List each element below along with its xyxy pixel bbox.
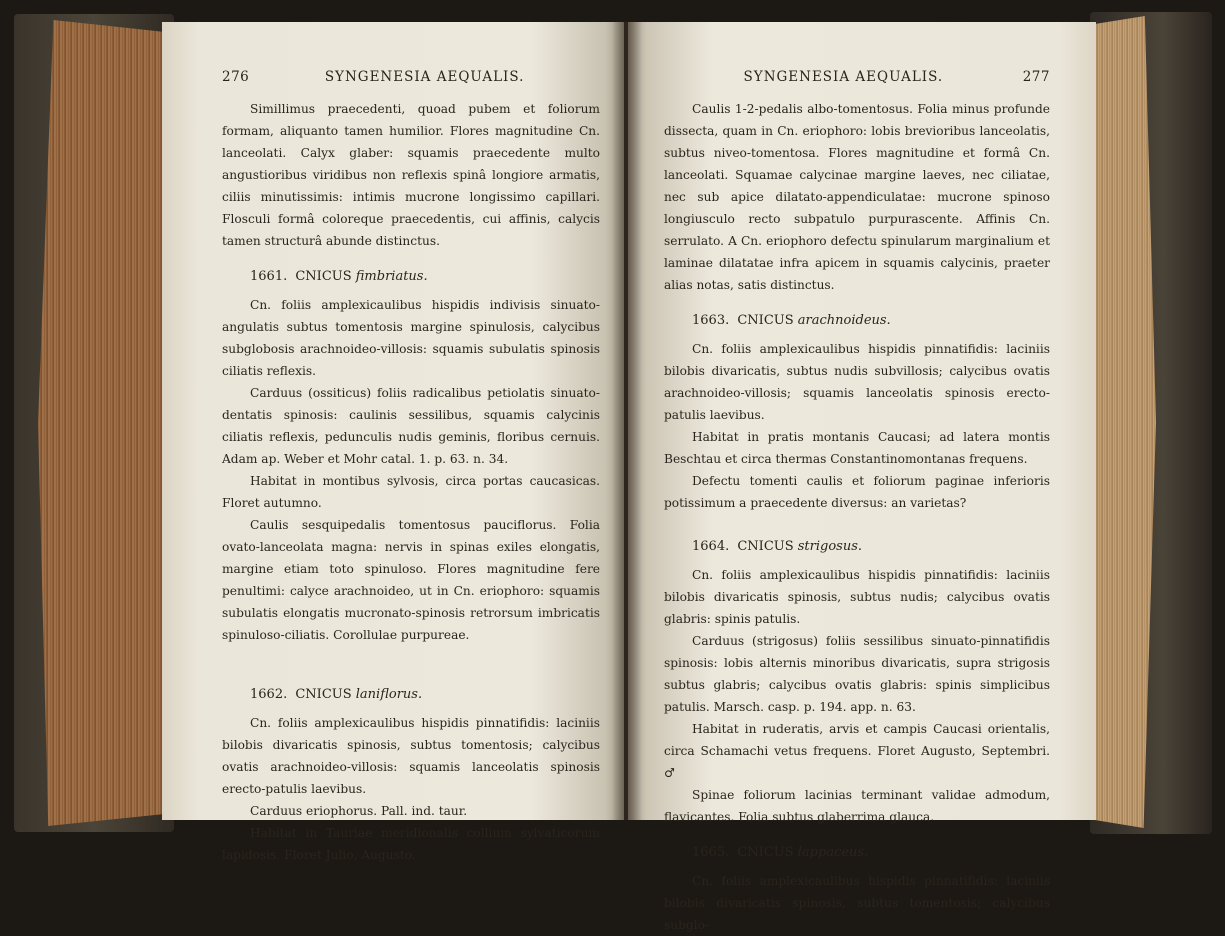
paragraph: Carduus (strigosus) foliis sessilibus sinuato-pinnatifidis spinosis: lobis alternis minoribus divaricatis, supra strigosis subtus glabris; calycibus ovatis glabris: spinis simplicibus patulis. Marsch. casp. p. 194. app. n. 63. xyxy=(664,634,1050,714)
running-title: SYNGENESIA AEQUALIS. xyxy=(743,69,944,85)
species-number: 1661. xyxy=(250,269,288,284)
paragraph: Cn. foliis amplexicaulibus hispidis pinnatifidis: laciniis bilobis divaricatis spinosis, subtus nudis; calycibus ovatis glabris: spinis patulis. xyxy=(664,568,1050,626)
species-epithet: arachnoideus. xyxy=(797,313,891,328)
right-page-header xyxy=(664,66,1050,88)
paragraph: Spinae foliorum lacinias terminant validae admodum, flavicantes. Folia subtus glaberrima glauca. xyxy=(664,788,1050,824)
book-gutter xyxy=(612,22,642,820)
paragraph: Defectu tomenti caulis et foliorum paginae inferioris potissimum a praecedente diversus: an varietas? xyxy=(664,474,1050,510)
species-genus: CNICUS xyxy=(737,845,794,860)
species-epithet: fimbriatus. xyxy=(355,269,428,284)
paragraph: Habitat in montibus sylvosis, circa portas caucasicas. Floret autumno. xyxy=(222,474,600,510)
species-heading xyxy=(664,310,1050,332)
species-epithet: lappaceus. xyxy=(797,845,869,860)
paragraph: Cn. foliis amplexicaulibus hispidis pinnatifidis: laciniis bilobis divaricatis spinosis, subtus tomentosis; calycibus subglo- xyxy=(664,874,1050,932)
species-number: 1662. xyxy=(250,687,288,702)
paragraph: Simillimus praecedenti, quoad pubem et foliorum formam, aliquanto tamen humilior. Flores magnitudine Cn. lanceolati. Calyx glaber: squamis praecedente multo angustioribus viridibus non reflexis spinâ longiore armatis, ciliis minutissimis: intimis mucrone longissimo capillari. Flosculi formâ coloreque praecedentis, cui affinis, calycis tamen structurâ abunde distinctus. xyxy=(222,102,600,248)
species-heading xyxy=(222,684,600,706)
page-number: 277 xyxy=(1022,69,1050,85)
species-genus: CNICUS xyxy=(295,687,352,702)
left-page-edges xyxy=(38,20,166,826)
species-epithet: laniflorus. xyxy=(355,687,423,702)
species-number: 1663. xyxy=(692,313,730,328)
right-page-text xyxy=(664,66,1050,936)
species-heading xyxy=(222,266,600,288)
paragraph: Cn. foliis amplexicaulibus hispidis pinnatifidis: laciniis bilobis divaricatis spinosis, subtus tomentosis; calycibus ovatis arachnoideo-villosis: squamis lanceolatis spinosis erecto-patulis laevibus. xyxy=(222,716,600,796)
species-genus: CNICUS xyxy=(737,539,794,554)
page-number: 276 xyxy=(222,69,250,85)
species-heading xyxy=(664,842,1050,864)
species-number: 1665. xyxy=(692,845,730,860)
right-page-edges xyxy=(1094,16,1156,828)
paragraph: Habitat in pratis montanis Caucasi; ad latera montis Beschtau et circa thermas Constantinomontanas frequens. xyxy=(664,430,1050,466)
paragraph: Carduus (ossiticus) foliis radicalibus petiolatis sinuato-dentatis spinosis: caulinis sessilibus, squamis calycinis ciliatis reflexis, pedunculis nudis geminis, floribus cernuis. Adam ap. Weber et Mohr catal. 1. p. 63. n. 34. xyxy=(222,386,600,466)
paragraph: Habitat in Tauriae meridionalis collium sylvaticorum lapidosis. Floret Julio, Augusto. xyxy=(222,826,600,862)
species-heading xyxy=(664,536,1050,558)
species-epithet: strigosus. xyxy=(797,539,863,554)
paragraph: Cn. foliis amplexicaulibus hispidis pinnatifidis: laciniis bilobis divaricatis, subtus nudis subvillosis; calycibus ovatis arachnoideo-villosis; squamis lanceolatis spinosis erecto-patulis laevibus. xyxy=(664,342,1050,422)
species-genus: CNICUS xyxy=(295,269,352,284)
paragraph: Habitat in ruderatis, arvis et campis Caucasi orientalis, circa Schamachi vetus frequens. Floret Augusto, Septembri. ♂ xyxy=(664,722,1050,780)
species-genus: CNICUS xyxy=(737,313,794,328)
paragraph: Carduus eriophorus. Pall. ind. taur. xyxy=(250,804,468,818)
running-title: SYNGENESIA AEQUALIS. xyxy=(324,69,525,85)
species-number: 1664. xyxy=(692,539,730,554)
left-page-header xyxy=(222,66,600,88)
paragraph: Caulis sesquipedalis tomentosus pauciflorus. Folia ovato-lanceolata magna: nervis in spinas exiles elongatis, margine etiam toto spinuloso. Flores magnitudine fere penultimi: calyce arachnoideo, ut in Cn. eriophoro: squamis subulatis elongatis mucronato-spinosis retrorsum imbricatis spinuloso-ciliatis. Corollulae purpureae. xyxy=(222,518,600,642)
paragraph: Cn. foliis amplexicaulibus hispidis indivisis sinuato-angulatis subtus tomentosis margine spinulosis, calycibus subglobosis arachnoideo-villosis: squamis subulatis spinosis ciliatis reflexis. xyxy=(222,298,600,378)
left-page-text xyxy=(222,66,600,866)
paragraph: Caulis 1-2-pedalis albo-tomentosus. Folia minus profunde dissecta, quam in Cn. eriophoro: lobis brevioribus lanceolatis, subtus niveo-tomentosa. Flores magnitudine et formâ Cn. lanceolati. Squamae calycinae margine laeves, nec ciliatae, nec sub apice dilatato-appendiculatae: mucrone spinoso longiusculo recto subpatulo purpurascente. Affinis Cn. serrulato. A Cn. eriophoro defectu spinularum marginalium et laminae dilatatae infra apicem in squamis calycinis, praeter alias notas, satis distinctus. xyxy=(664,102,1050,292)
